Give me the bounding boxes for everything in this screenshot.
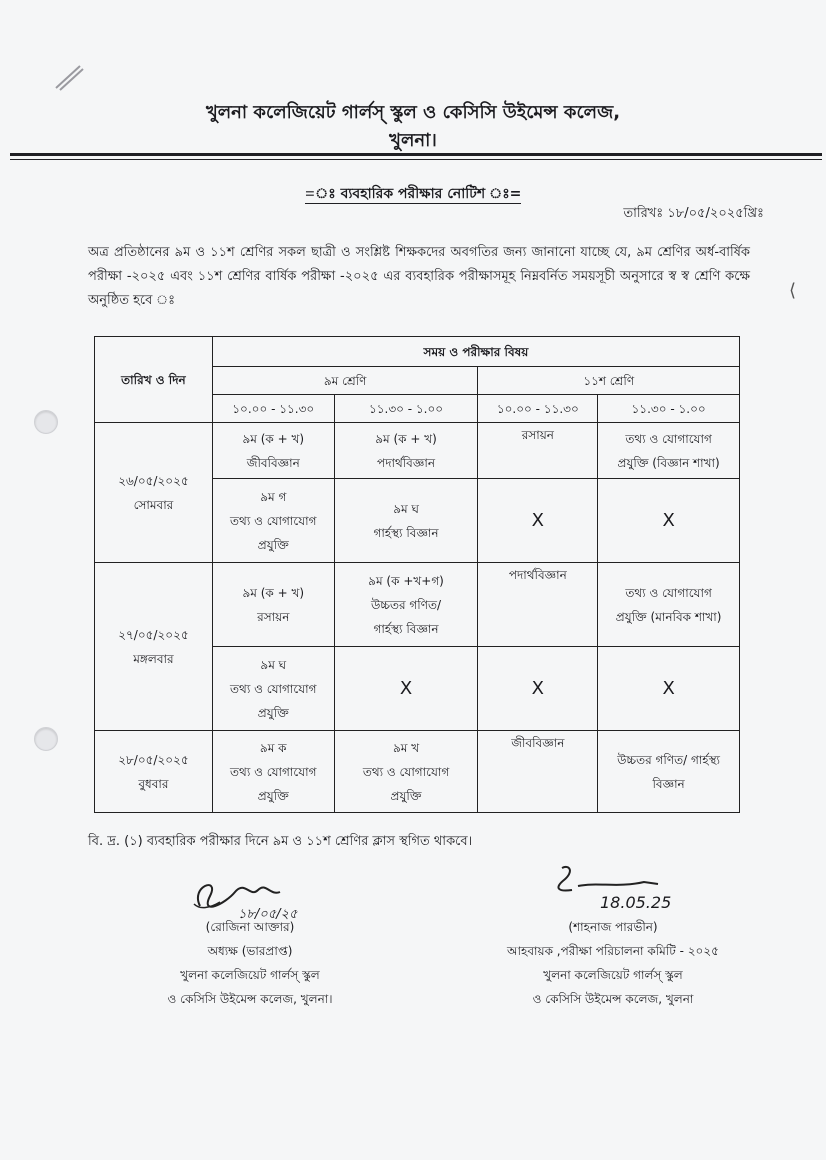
- not-applicable-mark: X: [531, 509, 544, 531]
- schedule-cell-line: তথ্য ও যোগাযোগ: [230, 513, 317, 528]
- schedule-cell-line: প্রযুক্তি (বিজ্ঞান শাখা): [617, 455, 720, 470]
- slot-header: ১০.০০ - ১১.৩০: [478, 395, 598, 423]
- principal-institution: খুলনা কলেজিয়েট গার্লস্ স্কুল: [180, 968, 320, 982]
- schedule-cell-line: ৯ম (ক +খ+গ): [368, 573, 444, 588]
- convener-sign-date: 18.05.25: [600, 893, 672, 912]
- schedule-cell-line: প্রযুক্তি: [390, 788, 422, 803]
- schedule-cell-line: ৯ম গ: [260, 489, 287, 504]
- convener-name: (শাহনাজ পারভীন): [568, 920, 658, 934]
- schedule-cell: [334, 647, 478, 731]
- notice-title-text: =ঃ ব্যবহারিক পরীক্ষার নোটিশ ঃ=: [304, 186, 522, 202]
- schedule-cell-line: উচ্চতর গণিত/ গার্হস্থ্য: [617, 752, 721, 767]
- schedule-cell-line: প্রযুক্তি: [257, 788, 289, 803]
- schedule-cell: [334, 423, 478, 479]
- institution-title: খুলনা কলেজিয়েট গার্লস্ স্কুল ও কেসিসি উইমেন্স কলেজ,: [205, 102, 621, 123]
- slot-header: ১১.৩০ - ১.০০: [598, 395, 740, 423]
- exam-date: ২৮/০৫/২০২৫: [118, 752, 189, 767]
- exam-day: মঙ্গলবার: [133, 651, 174, 666]
- principal-name: (রোজিনা আক্তার): [205, 920, 295, 934]
- schedule-cell-line: তথ্য ও যোগাযোগ: [625, 431, 712, 446]
- schedule-cell-line: প্রযুক্তি (মানবিক শাখা): [615, 609, 722, 624]
- schedule-cell-line: প্রযুক্তি: [257, 705, 289, 720]
- schedule-cell-line: রসায়ন: [521, 428, 554, 442]
- notice-title: [0, 182, 826, 206]
- principal-sign-date: ১৮/০৫/২৫: [238, 907, 298, 922]
- schedule-cell-line: ৯ম ক: [259, 740, 287, 755]
- principal-designation: অধ্যক্ষ (ভারপ্রাপ্ত): [207, 944, 293, 958]
- staple-mark: [52, 62, 86, 92]
- schedule-cell: [598, 423, 740, 479]
- notice-date: তারিখঃ ১৮/০৫/২০২৫খ্রিঃ: [623, 206, 764, 221]
- exam-day: সোমবার: [133, 497, 174, 512]
- schedule-cell-line: রসায়ন: [257, 609, 290, 624]
- schedule-cell-line: প্রযুক্তি: [257, 537, 289, 552]
- punch-hole: [34, 410, 58, 434]
- schedule-cell: [598, 647, 740, 731]
- schedule-cell: [598, 563, 740, 647]
- schedule-table: [94, 336, 740, 813]
- schedule-cell-line: গার্হস্থ্য বিজ্ঞান: [373, 621, 439, 636]
- date-day-cell: [95, 423, 213, 563]
- schedule-cell-line: ৯ম ঘ: [393, 501, 419, 516]
- schedule-cell: [212, 479, 334, 563]
- institution-city: খুলনা।: [389, 130, 437, 151]
- schedule-body: [95, 423, 740, 813]
- schedule-cell-line: ৯ম (ক + খ): [242, 431, 305, 446]
- schedule-cell-line: পদার্থবিজ্ঞান: [508, 568, 567, 582]
- date-day-header: তারিখ ও দিন: [95, 337, 213, 423]
- not-applicable-mark: X: [531, 677, 544, 699]
- date-day-cell: [95, 731, 213, 813]
- schedule-cell: [334, 731, 478, 813]
- convener-institution-2: ও কেসিসি উইমেন্স কলেজ, খুলনা: [532, 992, 694, 1006]
- date-day-cell: [95, 563, 213, 731]
- schedule-cell-line: ৯ম ঘ: [260, 657, 287, 672]
- convener-designation: আহবায়ক ,পরীক্ষা পরিচালনা কমিটি - ২০২৫: [507, 944, 719, 958]
- schedule-cell: [212, 563, 334, 647]
- schedule-cell-line: বিজ্ঞান: [652, 776, 685, 791]
- schedule-cell-line: তথ্য ও যোগাযোগ: [230, 764, 317, 779]
- schedule-cell-line: পদার্থবিজ্ঞান: [377, 455, 435, 470]
- exam-date: ২৭/০৫/২০২৫: [118, 627, 189, 642]
- class9-header: ৯ম শ্রেণি: [212, 367, 478, 395]
- schedule-cell: [478, 423, 598, 479]
- schedule-cell-line: উচ্চতর গণিত/: [371, 597, 442, 612]
- schedule-cell-line: ৯ম (ক + খ): [375, 431, 437, 446]
- principal-institution-2: ও কেসিসি উইমেন্স কলেজ, খুলনা।: [167, 992, 333, 1006]
- schedule-cell-line: তথ্য ও যোগাযোগ: [362, 764, 450, 779]
- schedule-cell-line: ৯ম (ক + খ): [242, 585, 305, 600]
- schedule-cell-line: গার্হস্থ্য বিজ্ঞান: [373, 525, 439, 540]
- schedule-cell: [212, 731, 334, 813]
- schedule-cell: [478, 731, 598, 813]
- schedule-cell: [478, 479, 598, 563]
- schedule-cell-line: তথ্য ও যোগাযোগ: [230, 681, 317, 696]
- time-subject-header: সময় ও পরীক্ষার বিষয়: [212, 337, 739, 367]
- schedule-cell: [212, 423, 334, 479]
- schedule-cell: [478, 563, 598, 647]
- not-applicable-mark: X: [662, 509, 675, 531]
- not-applicable-mark: X: [662, 677, 675, 699]
- notice-body: অত্র প্রতিষ্ঠানের ৯ম ও ১১শ শ্রেণির সকল ছাত্রী ও সংশ্লিষ্ট শিক্ষকদের অবগতির জন্য জানানো যাচ্ছে যে, ৯ম শ্রেণির অর্ধ-বার্ষিক পরীক্ষা -২০২৫ এবং ১১শ শ্রেণির বার্ষিক পরীক্ষা -২০২৫ এর ব্যবহারিক পরীক্ষাসমূহ নিম্নবর্নিত সময়সূচী অনুসারে স্ব স্ব শ্রেণি কক্ষে অনুষ্ঠিত হবে ঃ: [88, 245, 750, 308]
- schedule-cell: [212, 647, 334, 731]
- exam-day: বুধবার: [138, 776, 169, 791]
- schedule-cell: [334, 479, 478, 563]
- not-applicable-mark: X: [399, 677, 413, 699]
- footnote: বি. দ্র. (১) ব্যবহারিক পরীক্ষার দিনে ৯ম ও ১১শ শ্রেণির ক্লাস স্থগিত থাকবে।: [88, 834, 473, 849]
- slot-header: ১০.০০ - ১১.৩০: [212, 395, 334, 423]
- punch-hole: [34, 727, 58, 751]
- convener-institution: খুলনা কলেজিয়েট গার্লস্ স্কুল: [543, 968, 683, 982]
- schedule-cell-line: ৯ম খ: [392, 740, 420, 755]
- margin-mark: ⟨: [788, 280, 796, 301]
- schedule-cell-line: জীববিজ্ঞান: [511, 736, 565, 750]
- exam-date: ২৬/০৫/২০২৫: [118, 473, 189, 488]
- schedule-cell-line: তথ্য ও যোগাযোগ: [625, 585, 712, 600]
- header-rule-thin: [10, 159, 822, 160]
- schedule-cell: [334, 563, 478, 647]
- schedule-cell: [478, 647, 598, 731]
- header-rule: [10, 153, 822, 156]
- slot-header: ১১.৩০ - ১.০০: [334, 395, 478, 423]
- schedule-cell: [598, 731, 740, 813]
- schedule-cell-line: জীববিজ্ঞান: [246, 455, 300, 470]
- schedule-cell: [598, 479, 740, 563]
- principal-block: [140, 915, 360, 1011]
- convener-block: [448, 915, 778, 1011]
- class11-header: ১১শ শ্রেণি: [478, 367, 740, 395]
